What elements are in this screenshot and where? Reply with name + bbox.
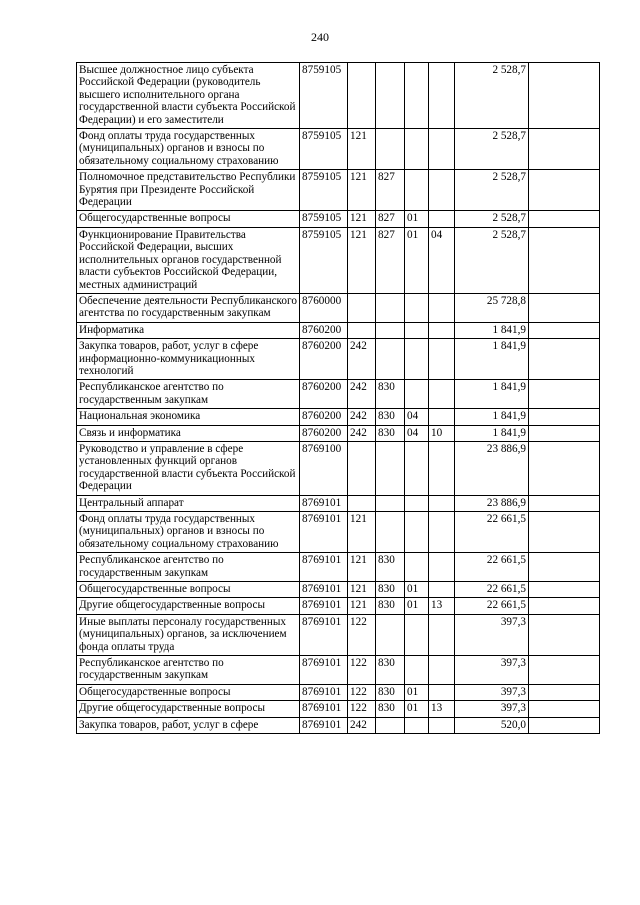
amount-cell: 22 661,5 [455,512,529,553]
section-cell [405,129,429,170]
target-article-cell: 8759105 [300,63,348,129]
administrator-code-cell [376,129,405,170]
amount-cell: 1 841,9 [455,380,529,409]
target-article-cell: 8760000 [300,293,348,322]
row-name-cell: Национальная экономика [77,409,300,425]
administrator-code-cell: 827 [376,170,405,211]
expense-type-cell: 242 [348,339,376,380]
administrator-code-cell [376,495,405,511]
empty-cell [529,553,600,582]
table-row [77,425,600,441]
expense-type-cell: 121 [348,170,376,211]
empty-cell [529,441,600,495]
section-cell [405,717,429,733]
administrator-code-cell: 830 [376,380,405,409]
administrator-code-cell: 830 [376,701,405,717]
table-row [77,656,600,685]
empty-cell [529,380,600,409]
table-row [77,553,600,582]
table-row [77,598,600,614]
expense-type-cell [348,293,376,322]
expense-type-cell [348,441,376,495]
subsection-cell [429,614,455,655]
row-name-cell: Общегосударственные вопросы [77,684,300,700]
administrator-code-cell: 830 [376,409,405,425]
section-cell [405,170,429,211]
row-name-cell: Иные выплаты персоналу государственных (муниципальных) органов, за исключением фонда оплаты труда [77,614,300,655]
subsection-cell [429,63,455,129]
subsection-cell [429,553,455,582]
expense-type-cell: 242 [348,717,376,733]
expense-type-cell: 121 [348,512,376,553]
table-row [77,63,600,129]
page-number: 240 [311,30,329,44]
row-name-cell: Общегосударственные вопросы [77,582,300,598]
section-cell [405,339,429,380]
administrator-code-cell: 830 [376,684,405,700]
subsection-cell [429,495,455,511]
empty-cell [529,717,600,733]
amount-cell: 397,3 [455,684,529,700]
target-article-cell: 8769101 [300,512,348,553]
section-cell [405,293,429,322]
subsection-cell [429,512,455,553]
table-row [77,380,600,409]
expense-type-cell: 121 [348,582,376,598]
subsection-cell [429,656,455,685]
amount-cell: 2 528,7 [455,129,529,170]
administrator-code-cell [376,717,405,733]
subsection-cell [429,129,455,170]
subsection-cell [429,170,455,211]
table-row [77,339,600,380]
amount-cell: 1 841,9 [455,425,529,441]
target-article-cell: 8759105 [300,227,348,293]
empty-cell [529,227,600,293]
table-body [77,63,600,734]
table-row [77,170,600,211]
amount-cell: 1 841,9 [455,409,529,425]
amount-cell: 2 528,7 [455,227,529,293]
row-name-cell: Фонд оплаты труда государственных (муниципальных) органов и взносы по обязательному социальному страхованию [77,512,300,553]
administrator-code-cell [376,63,405,129]
empty-cell [529,211,600,227]
subsection-cell [429,211,455,227]
subsection-cell [429,339,455,380]
section-cell: 04 [405,409,429,425]
subsection-cell: 13 [429,701,455,717]
target-article-cell: 8769101 [300,582,348,598]
expense-type-cell: 122 [348,614,376,655]
expense-type-cell [348,63,376,129]
target-article-cell: 8769101 [300,614,348,655]
target-article-cell: 8769101 [300,656,348,685]
empty-cell [529,582,600,598]
table-row [77,441,600,495]
expense-type-cell: 242 [348,409,376,425]
empty-cell [529,322,600,338]
expense-type-cell: 121 [348,553,376,582]
table-row [77,717,600,733]
subsection-cell [429,441,455,495]
administrator-code-cell [376,512,405,553]
table-row [77,684,600,700]
target-article-cell: 8760200 [300,409,348,425]
amount-cell: 1 841,9 [455,339,529,380]
subsection-cell [429,380,455,409]
expense-type-cell [348,495,376,511]
administrator-code-cell [376,614,405,655]
target-article-cell: 8759105 [300,129,348,170]
empty-cell [529,495,600,511]
expense-type-cell: 121 [348,227,376,293]
target-article-cell: 8759105 [300,211,348,227]
administrator-code-cell: 827 [376,211,405,227]
row-name-cell: Республиканское агентство по государственным закупкам [77,656,300,685]
administrator-code-cell: 830 [376,553,405,582]
subsection-cell [429,717,455,733]
row-name-cell: Фонд оплаты труда государственных (муниципальных) органов и взносы по обязательному социальному страхованию [77,129,300,170]
table-row [77,701,600,717]
subsection-cell: 04 [429,227,455,293]
amount-cell: 2 528,7 [455,211,529,227]
subsection-cell [429,322,455,338]
amount-cell: 22 661,5 [455,598,529,614]
administrator-code-cell [376,339,405,380]
empty-cell [529,512,600,553]
row-name-cell: Связь и информатика [77,425,300,441]
table-row [77,512,600,553]
target-article-cell: 8769101 [300,701,348,717]
administrator-code-cell: 830 [376,656,405,685]
row-name-cell: Закупка товаров, работ, услуг в сфере [77,717,300,733]
expense-type-cell [348,322,376,338]
target-article-cell: 8769101 [300,553,348,582]
section-cell [405,322,429,338]
empty-cell [529,63,600,129]
row-name-cell: Республиканское агентство по государственным закупкам [77,553,300,582]
administrator-code-cell [376,441,405,495]
target-article-cell: 8769101 [300,717,348,733]
amount-cell: 22 661,5 [455,582,529,598]
table-row [77,293,600,322]
empty-cell [529,293,600,322]
empty-cell [529,339,600,380]
empty-cell [529,656,600,685]
table-row [77,582,600,598]
subsection-cell [429,684,455,700]
table-row [77,409,600,425]
administrator-code-cell [376,293,405,322]
administrator-code-cell: 830 [376,598,405,614]
table-row [77,211,600,227]
section-cell [405,512,429,553]
section-cell: 01 [405,582,429,598]
subsection-cell [429,582,455,598]
section-cell [405,441,429,495]
section-cell [405,495,429,511]
row-name-cell: Руководство и управление в сфере установленных функций органов государственной власти субъекта Российской Федерации [77,441,300,495]
target-article-cell: 8760200 [300,339,348,380]
subsection-cell: 10 [429,425,455,441]
section-cell [405,553,429,582]
table-row [77,129,600,170]
row-name-cell: Высшее должностное лицо субъекта Российской Федерации (руководитель высшего исполнительного органа государственной власти субъекта Российской Федерации) и его заместители [77,63,300,129]
subsection-cell [429,293,455,322]
row-name-cell: Общегосударственные вопросы [77,211,300,227]
row-name-cell: Республиканское агентство по государственным закупкам [77,380,300,409]
table-row [77,227,600,293]
section-cell: 01 [405,598,429,614]
expense-type-cell: 242 [348,380,376,409]
row-name-cell: Закупка товаров, работ, услуг в сфере информационно-коммуникационных технологий [77,339,300,380]
expense-type-cell: 122 [348,684,376,700]
section-cell: 01 [405,701,429,717]
amount-cell: 1 841,9 [455,322,529,338]
target-article-cell: 8760200 [300,322,348,338]
amount-cell: 397,3 [455,701,529,717]
amount-cell: 520,0 [455,717,529,733]
subsection-cell: 13 [429,598,455,614]
row-name-cell: Другие общегосударственные вопросы [77,598,300,614]
table-row [77,322,600,338]
section-cell [405,380,429,409]
section-cell [405,63,429,129]
amount-cell: 22 661,5 [455,553,529,582]
amount-cell: 2 528,7 [455,170,529,211]
empty-cell [529,409,600,425]
empty-cell [529,425,600,441]
section-cell [405,656,429,685]
empty-cell [529,684,600,700]
amount-cell: 2 528,7 [455,63,529,129]
expense-type-cell: 242 [348,425,376,441]
table-row [77,495,600,511]
empty-cell [529,170,600,211]
empty-cell [529,614,600,655]
target-article-cell: 8760200 [300,425,348,441]
subsection-cell [429,409,455,425]
amount-cell: 397,3 [455,656,529,685]
administrator-code-cell: 830 [376,582,405,598]
row-name-cell: Обеспечение деятельности Республиканского агентства по государственным закупкам [77,293,300,322]
section-cell: 01 [405,684,429,700]
target-article-cell: 8769101 [300,598,348,614]
amount-cell: 25 728,8 [455,293,529,322]
empty-cell [529,701,600,717]
section-cell: 01 [405,211,429,227]
target-article-cell: 8769101 [300,495,348,511]
row-name-cell: Центральный аппарат [77,495,300,511]
amount-cell: 397,3 [455,614,529,655]
amount-cell: 23 886,9 [455,441,529,495]
administrator-code-cell: 830 [376,425,405,441]
target-article-cell: 8760200 [300,380,348,409]
amount-cell: 23 886,9 [455,495,529,511]
expense-type-cell: 121 [348,598,376,614]
row-name-cell: Другие общегосударственные вопросы [77,701,300,717]
budget-table [76,62,600,734]
expense-type-cell: 122 [348,701,376,717]
expense-type-cell: 122 [348,656,376,685]
section-cell: 04 [405,425,429,441]
target-article-cell: 8769101 [300,684,348,700]
section-cell: 01 [405,227,429,293]
empty-cell [529,598,600,614]
target-article-cell: 8769100 [300,441,348,495]
row-name-cell: Полномочное представительство Республики Бурятия при Президенте Российской Федерации [77,170,300,211]
row-name-cell: Информатика [77,322,300,338]
administrator-code-cell: 827 [376,227,405,293]
section-cell [405,614,429,655]
administrator-code-cell [376,322,405,338]
target-article-cell: 8759105 [300,170,348,211]
row-name-cell: Функционирование Правительства Российской Федерации, высших исполнительных органов государственной власти субъектов Российской Федерации, местных администраций [77,227,300,293]
expense-type-cell: 121 [348,211,376,227]
empty-cell [529,129,600,170]
table-row [77,614,600,655]
expense-type-cell: 121 [348,129,376,170]
